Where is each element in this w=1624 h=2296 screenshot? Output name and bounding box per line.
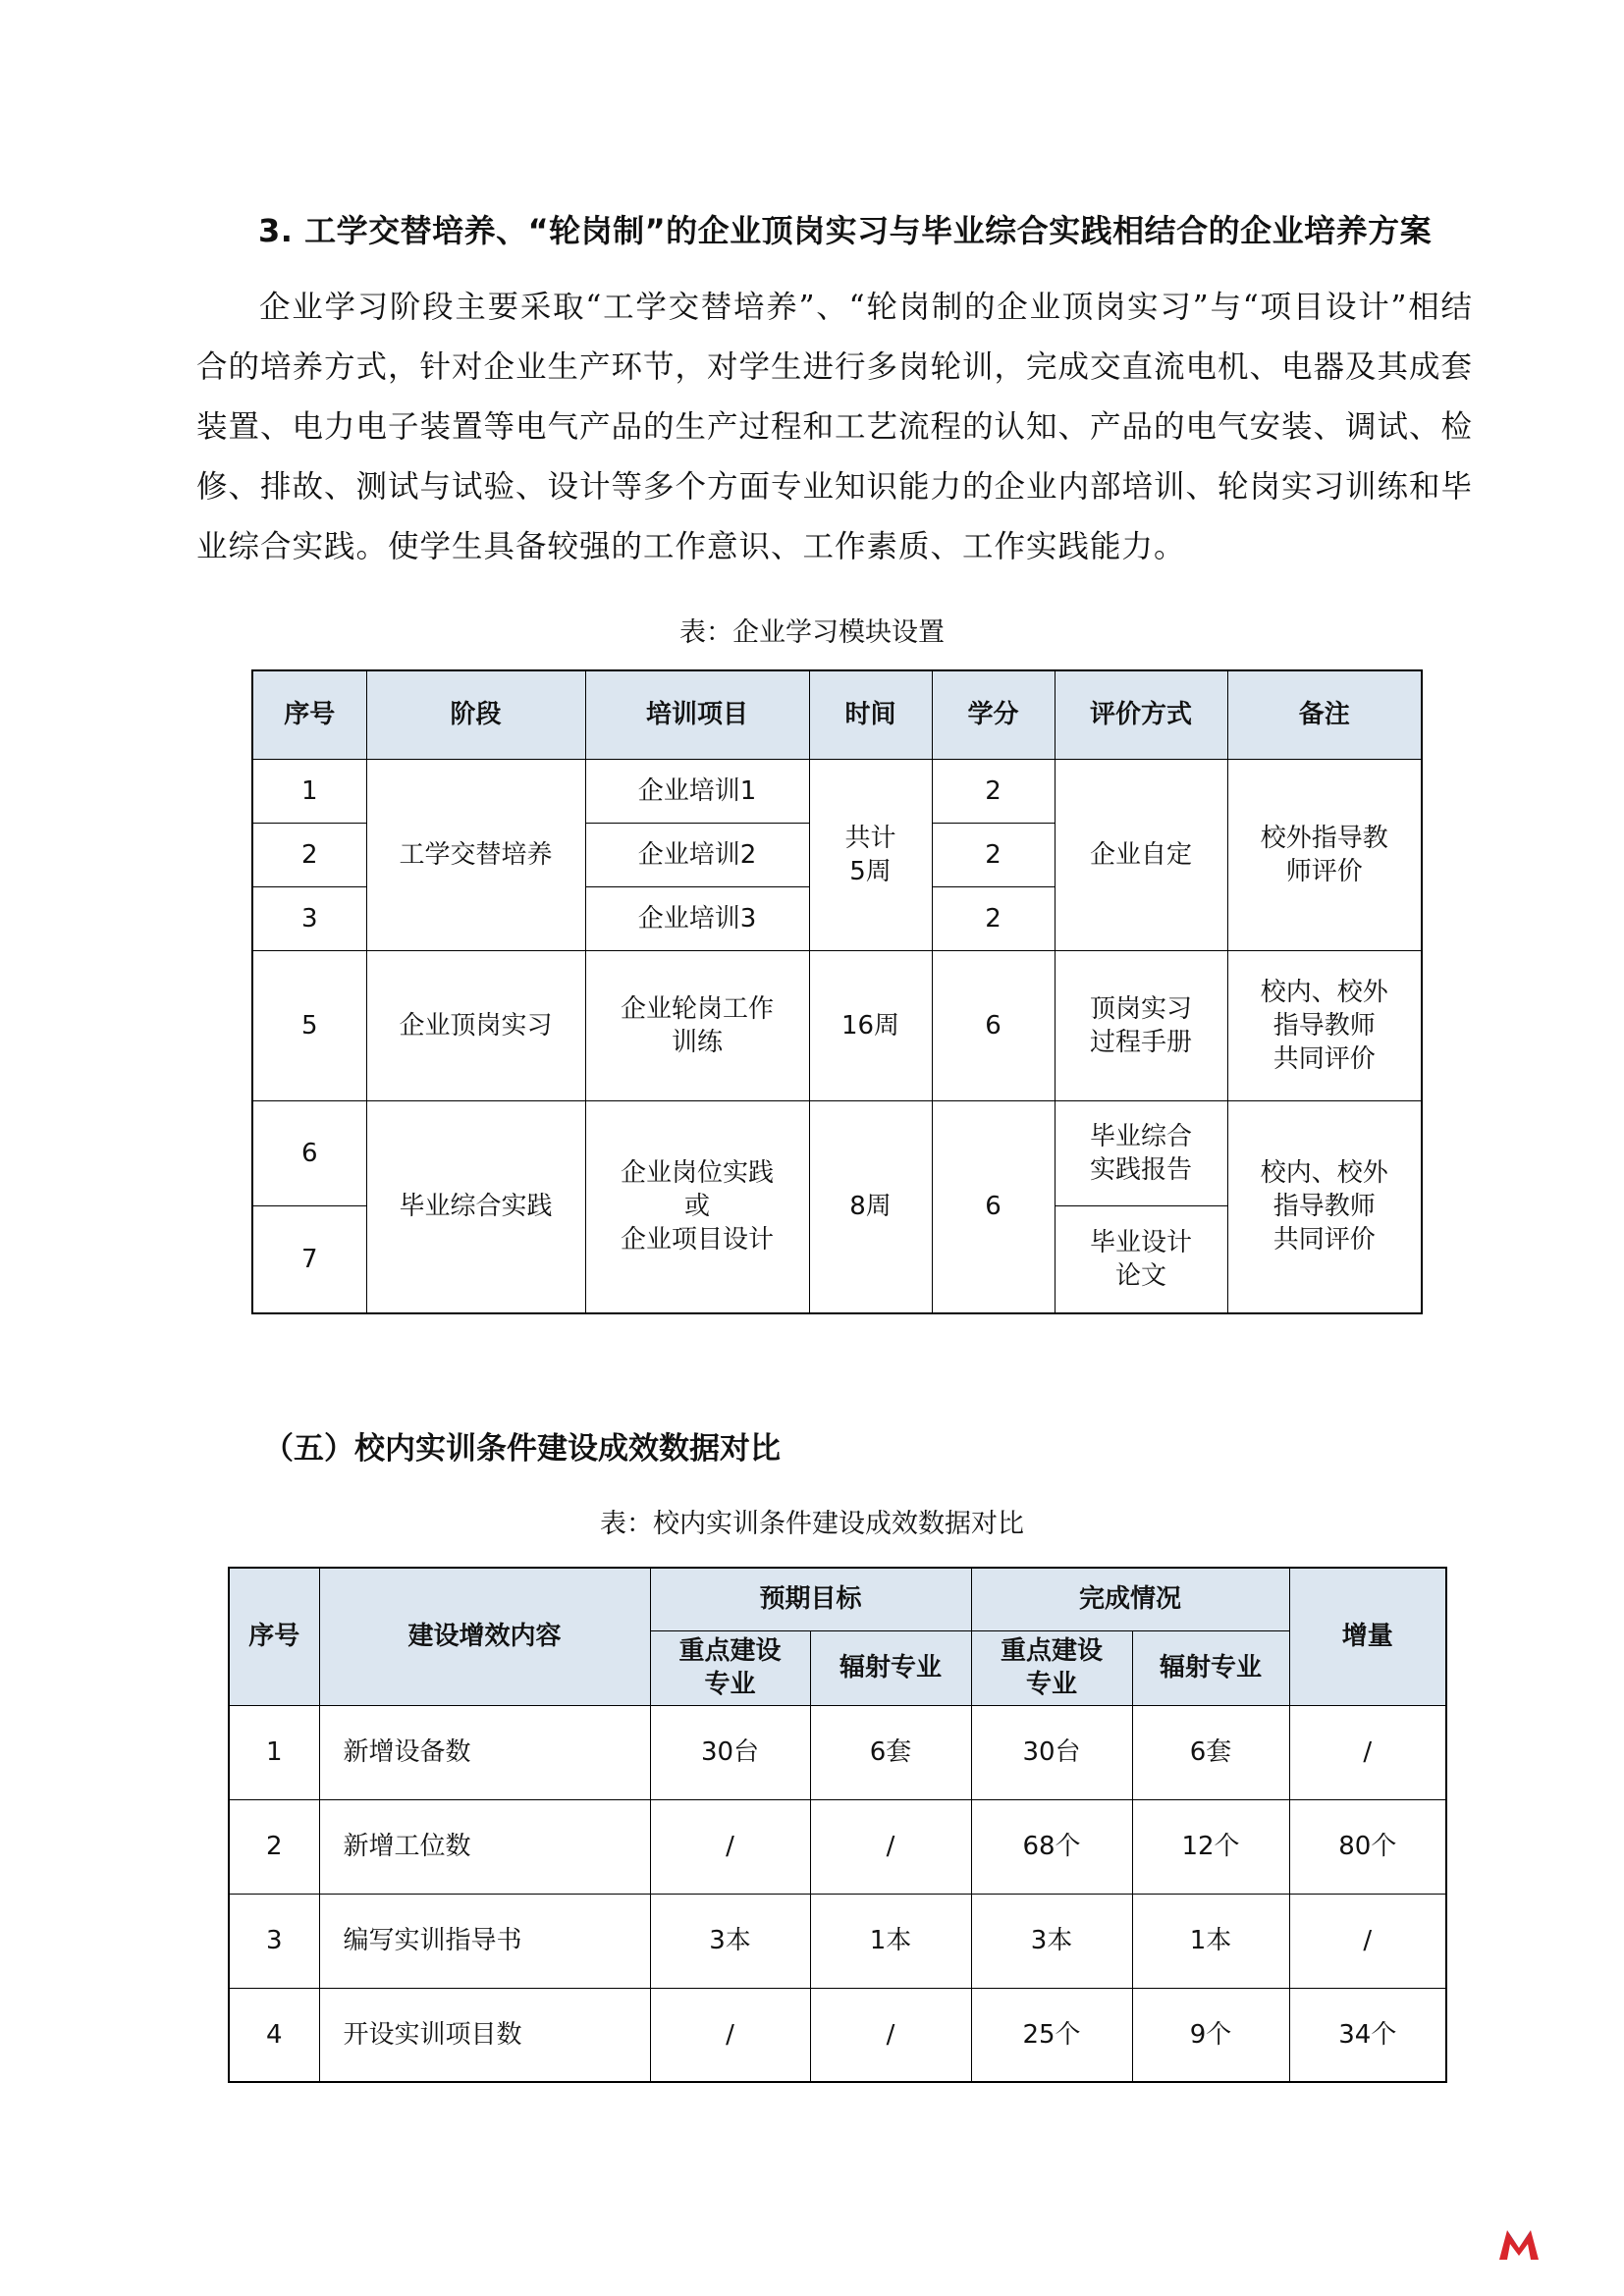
enterprise-learning-table <box>251 669 1423 1314</box>
row-number: 2 <box>252 823 366 886</box>
header-cell: 时间 <box>809 670 932 759</box>
value-cell: / <box>810 1799 971 1894</box>
header-cell: 培训项目 <box>585 670 809 759</box>
time-cell: 16周 <box>809 950 932 1100</box>
table-row <box>229 1705 1446 1799</box>
training-item: 企业培训1 <box>585 759 809 823</box>
value-cell: 68个 <box>971 1799 1132 1894</box>
value-cell: / <box>650 1988 810 2082</box>
row-number: 1 <box>252 759 366 823</box>
value-cell: 1本 <box>810 1894 971 1988</box>
table1-caption: 表：企业学习模块设置 <box>679 617 945 648</box>
header-cell: 阶段 <box>366 670 585 759</box>
header-cell: 备注 <box>1227 670 1422 759</box>
content-cell: 新增设备数 <box>319 1705 650 1799</box>
remark-cell: 校内、校外 指导教师 共同评价 <box>1227 950 1422 1100</box>
training-item: 企业培训3 <box>585 886 809 950</box>
credit-cell: 2 <box>932 759 1055 823</box>
row-number: 3 <box>229 1894 319 1988</box>
value-cell: 3本 <box>650 1894 810 1988</box>
value-cell: / <box>810 1988 971 2082</box>
table-row <box>229 1799 1446 1894</box>
value-cell: 12个 <box>1132 1799 1289 1894</box>
header-cell: 评价方式 <box>1055 670 1227 759</box>
row-number: 6 <box>252 1100 366 1205</box>
value-cell: 6套 <box>1132 1705 1289 1799</box>
row-number: 5 <box>252 950 366 1100</box>
header-cell: 序号 <box>229 1568 319 1705</box>
m-logo-icon <box>1497 2226 1541 2262</box>
value-cell: 1本 <box>1132 1894 1289 1988</box>
table-row <box>229 1894 1446 1988</box>
value-cell: 6套 <box>810 1705 971 1799</box>
evaluation-cell: 毕业综合 实践报告 <box>1055 1100 1227 1205</box>
training-item: 企业培训2 <box>585 823 809 886</box>
value-cell: 9个 <box>1132 1988 1289 2082</box>
credit-cell: 6 <box>932 1100 1055 1313</box>
value-cell: / <box>650 1799 810 1894</box>
training-item: 企业岗位实践 或 企业项目设计 <box>585 1100 809 1313</box>
header-cell: 学分 <box>932 670 1055 759</box>
header-expected: 预期目标 <box>650 1568 971 1630</box>
time-cell: 8周 <box>809 1100 932 1313</box>
table2-caption: 表：校内实训条件建设成效数据对比 <box>600 1509 1024 1539</box>
value-cell: / <box>1289 1705 1446 1799</box>
value-cell: 30台 <box>971 1705 1132 1799</box>
header-cell: 建设增效内容 <box>319 1568 650 1705</box>
header-completed: 完成情况 <box>971 1568 1289 1630</box>
credit-cell: 2 <box>932 823 1055 886</box>
section2-heading: （五）校内实训条件建设成效数据对比 <box>263 1431 781 1467</box>
content-cell: 开设实训项目数 <box>319 1988 650 2082</box>
credit-cell: 2 <box>932 886 1055 950</box>
evaluation-cell: 毕业设计 论文 <box>1055 1205 1227 1313</box>
body-paragraph: 企业学习阶段主要采取“工学交替培养”、“轮岗制的企业顶岗实习”与“项目设计”相结合的培养方式，针对企业生产环节，对学生进行多岗轮训，完成交直流电机、电器及其成套装置、电力电子装置等电气产品的生产过程和工艺流程的认知、产品的电气安装、调试、检修、排故、测试与试验、设计等多个方面专业知识能力的企业内部培训、轮岗实习训练和毕业综合实践。使学生具备较强的工作意识、工作素质、工作实践能力。 <box>196 290 1474 564</box>
table-row <box>229 1988 1446 2082</box>
row-number: 2 <box>229 1799 319 1894</box>
value-cell: / <box>1289 1894 1446 1988</box>
content-cell: 新增工位数 <box>319 1799 650 1894</box>
header-cell: 序号 <box>252 670 366 759</box>
row-number: 7 <box>252 1205 366 1313</box>
header-key-major: 重点建设 专业 <box>650 1630 810 1705</box>
training-comparison-table <box>228 1567 1447 2083</box>
remark-cell: 校外指导教 师评价 <box>1227 759 1422 950</box>
row-number: 4 <box>229 1988 319 2082</box>
section-heading: 3. 工学交替培养、“轮岗制”的企业顶岗实习与毕业综合实践相结合的企业培养方案 <box>258 212 1433 249</box>
value-cell: 25个 <box>971 1988 1132 2082</box>
header-cell: 增量 <box>1289 1568 1446 1705</box>
stage-cell: 工学交替培养 <box>366 759 585 950</box>
evaluation-cell: 企业自定 <box>1055 759 1227 950</box>
value-cell: 30台 <box>650 1705 810 1799</box>
row-number: 1 <box>229 1705 319 1799</box>
value-cell: 80个 <box>1289 1799 1446 1894</box>
remark-cell: 校内、校外 指导教师 共同评价 <box>1227 1100 1422 1313</box>
time-cell: 共计 5周 <box>809 759 932 950</box>
value-cell: 3本 <box>971 1894 1132 1988</box>
header-radiate-major: 辐射专业 <box>1132 1630 1289 1705</box>
header-radiate-major: 辐射专业 <box>810 1630 971 1705</box>
training-item: 企业轮岗工作 训练 <box>585 950 809 1100</box>
stage-cell: 企业顶岗实习 <box>366 950 585 1100</box>
row-number: 3 <box>252 886 366 950</box>
stage-cell: 毕业综合实践 <box>366 1100 585 1313</box>
credit-cell: 6 <box>932 950 1055 1100</box>
content-cell: 编写实训指导书 <box>319 1894 650 1988</box>
evaluation-cell: 顶岗实习 过程手册 <box>1055 950 1227 1100</box>
value-cell: 34个 <box>1289 1988 1446 2082</box>
header-key-major: 重点建设 专业 <box>971 1630 1132 1705</box>
